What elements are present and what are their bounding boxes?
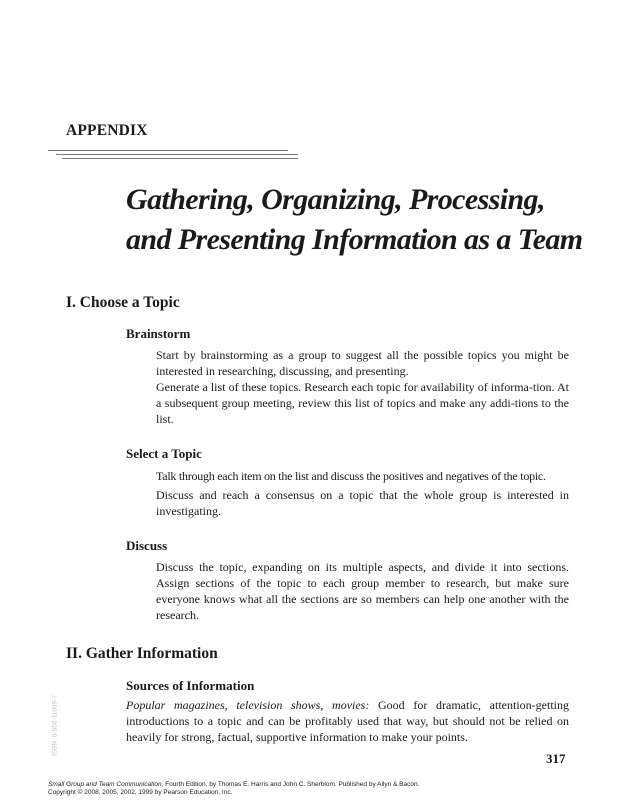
paragraph-discuss-1: Discuss the topic, expanding on its multiple aspects, and divide it into sections. Assign sections of the topic to each group member to research, but make sure everyone knows what all the sections are so members can help one another with the research. bbox=[156, 560, 569, 622]
page-number: 317 bbox=[546, 751, 566, 766]
paragraph-brainstorm-2: Generate a list of these topics. Research each topic for availability of informa-tion. At a subsequent group meeting, review this list of topics and make any addi-tions to the list. bbox=[156, 380, 569, 426]
header-rule-middle bbox=[56, 154, 298, 155]
footer-book-title: Small Group and Team Communication, bbox=[48, 781, 164, 788]
subheading-discuss: Discuss bbox=[126, 538, 168, 553]
section-heading-choose-topic: I. Choose a Topic bbox=[66, 294, 180, 311]
paragraph-sources-text: Good for dramatic, attention-getting introductions to a topic and can be profitably used that way, but should not be relied on heavily for strong, factual, supportive information to make your points. bbox=[126, 698, 569, 744]
subheading-brainstorm: Brainstorm bbox=[126, 326, 191, 341]
footer-line-1 bbox=[48, 781, 419, 789]
paragraph-select-topic-2: Discuss and reach a consensus on a topic that the whole group is interested in investigating. bbox=[156, 488, 569, 518]
page-title-line-2: and Presenting Information as a Team bbox=[126, 223, 583, 256]
footer-line-2: Copyright © 2008, 2005, 2002, 1999 by Pearson Education, Inc. bbox=[48, 789, 233, 796]
paragraph-brainstorm-1: Start by brainstorming as a group to suggest all the possible topics you might be interested in researching, discussing, and presenting. bbox=[156, 348, 569, 378]
subheading-sources-of-information: Sources of Information bbox=[126, 678, 255, 693]
header-rule-bottom bbox=[62, 158, 298, 159]
paragraph-select-topic-1: Talk through each item on the list and discuss the positives and negatives of the topic. bbox=[156, 469, 546, 483]
copyright-footer bbox=[48, 781, 419, 797]
page-title bbox=[126, 180, 596, 260]
paragraph-sources-1 bbox=[126, 697, 569, 745]
paragraph-sources-lead: Popular magazines, television shows, movies: bbox=[126, 698, 370, 712]
header-rule-top bbox=[48, 150, 288, 151]
section-heading-gather-information: II. Gather Information bbox=[66, 645, 218, 662]
subheading-select-topic: Select a Topic bbox=[126, 446, 202, 461]
appendix-label: APPENDIX bbox=[66, 122, 148, 139]
page-title-line-1: Gathering, Organizing, Processing, bbox=[126, 183, 545, 216]
footer-publication-info: Fourth Edition, by Thomas E. Harris and John C. Sherblom. Published by Allyn & Bacon. bbox=[163, 781, 420, 788]
isbn-watermark: ISBN: 0-558-11099-7 bbox=[51, 695, 59, 756]
